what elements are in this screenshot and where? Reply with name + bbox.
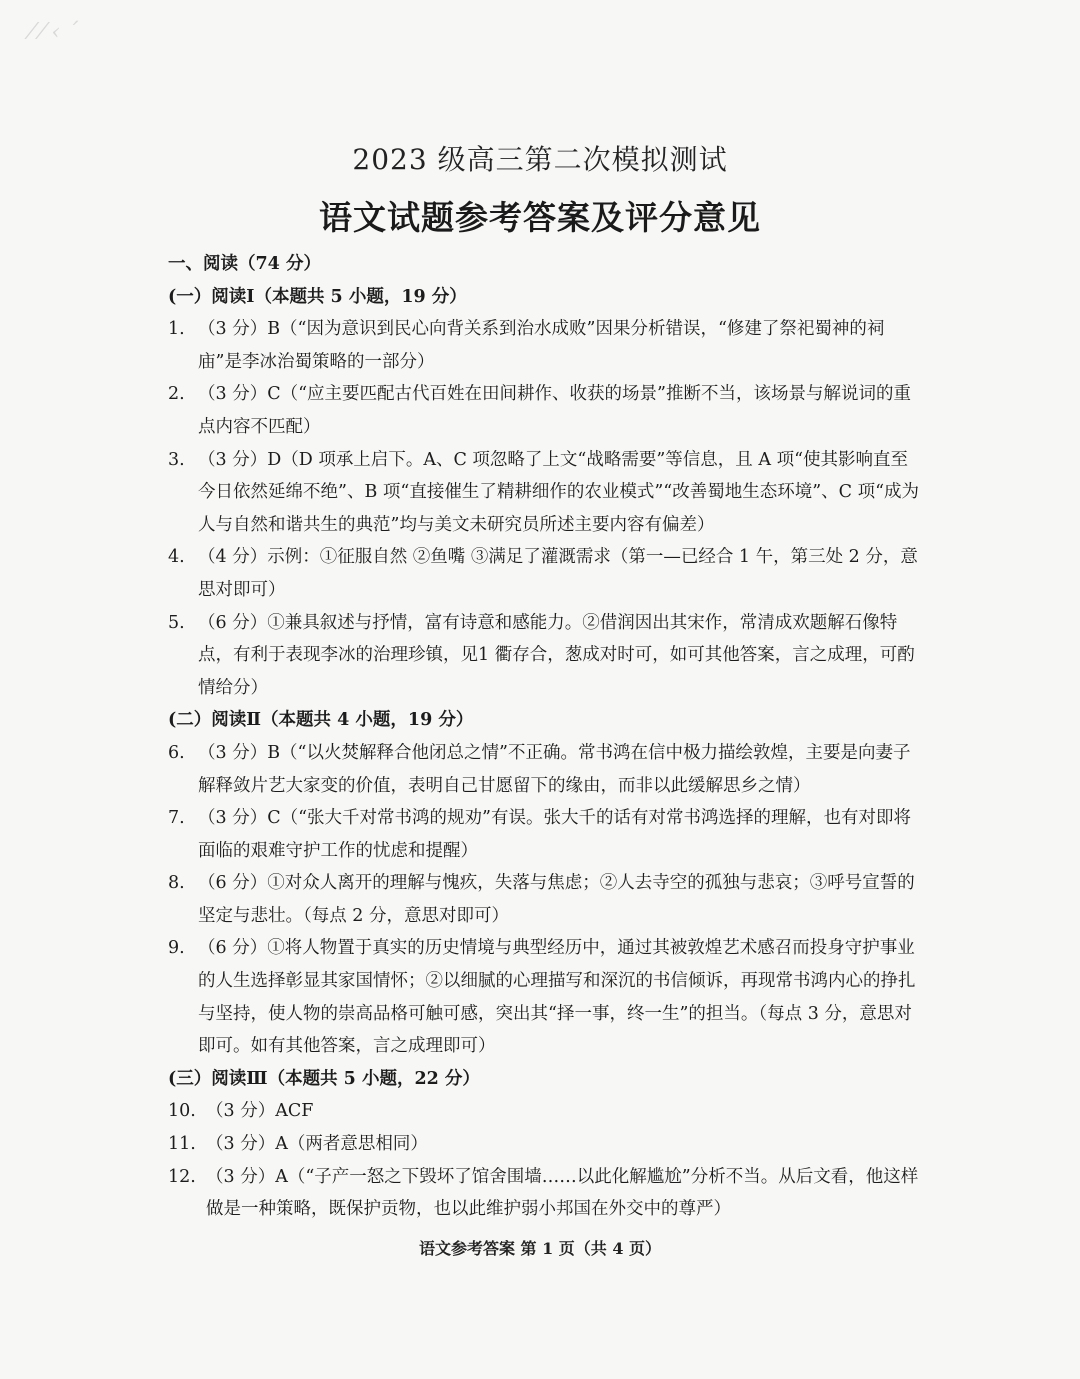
- item-number: 6.: [168, 742, 185, 763]
- item-text: （3 分）C（“应主要匹配古代百姓在田间耕作、收获的场景”推断不当，该场景与解说词的重点内容不匹配）: [198, 384, 911, 437]
- item-text: （3 分）B（“因为意识到民心向背关系到治水成败”因果分析错误，“修建了祭祀蜀神的祠庙”是李冰治蜀策略的一部分）: [198, 319, 885, 372]
- item-text: （3 分）ACF: [206, 1101, 314, 1122]
- item-number: 5.: [168, 612, 185, 633]
- section-heading-reading-1: (一）阅读Ⅰ（本题共 5 小题，19 分）: [168, 286, 467, 307]
- section-heading-reading: 一、阅读（74 分）: [168, 254, 321, 274]
- page-footer: 语文参考答案 第 1 页（共 4 页）: [418, 1239, 662, 1258]
- answer-item-6: [168, 737, 920, 802]
- item-number: 9.: [168, 938, 185, 959]
- section-heading-reading-2: (二）阅读Ⅱ（本题共 4 小题，19 分）: [168, 710, 474, 731]
- item-number: 2.: [168, 384, 185, 405]
- answer-item-1: [168, 313, 920, 378]
- item-number: 11.: [168, 1134, 196, 1155]
- item-text: （3 分）B（“以火焚解释合他闭总之情”不正确。常书鸿在信中极力描绘敦煌，主要是向妻子解释敛片艺大家变的价值，表明自己甘愿留下的缘由，而非以此缓解思乡之情）: [198, 742, 911, 796]
- answer-content: [168, 248, 920, 1226]
- answer-item-3: [168, 444, 920, 542]
- answer-item-2: [168, 378, 920, 443]
- item-text: （6 分）①对众人离开的理解与愧疚，失落与焦虑；②人去寺空的孤独与悲哀；③呼号宣誓的坚定与悲壮。（每点 2 分，意思对即可）: [198, 873, 915, 926]
- answer-item-12: [168, 1161, 920, 1226]
- item-text: （4 分）示例：①征服自然 ②鱼嘴 ③满足了灌溉需求（第一—已经合 1 午，第三处 2 分，意思对即可）: [198, 547, 918, 600]
- answer-item-4: [168, 541, 920, 606]
- item-text: （3 分）C（“张大千对常书鸿的规劝”有误。张大千的话有对常书鸿选择的理解，也有对即将面临的艰难守护工作的忧虑和提醒）: [198, 808, 911, 861]
- item-number: 10.: [168, 1101, 196, 1122]
- item-text: （3 分）D（D 项承上启下。A、C 项忽略了上文“战略需要”等信息，且 A 项“使其影响直至今日依然延绵不绝”、B 项“直接催生了精耕细作的农业模式”“改善蜀地生态环境”、C 项“成为人与自然和谐共生的典范”均与美文未研究员所述主要内容有偏差）: [198, 449, 920, 535]
- item-number: 4.: [168, 547, 185, 568]
- answer-item-10: [168, 1095, 920, 1128]
- item-text: （6 分）①兼具叙述与抒情，富有诗意和感能力。②借润因出其宋作，常清成欢题解石像特点，有利于表现李冰的治理珍镇，见1 衢存合，葱成对时可，如可其他答案，言之成理，可酌情给分）: [198, 612, 915, 698]
- item-number: 8.: [168, 873, 185, 894]
- answer-item-5: [168, 607, 920, 705]
- item-number: 1.: [168, 319, 185, 340]
- exam-title: 2023 级高三第二次模拟测试: [352, 143, 728, 176]
- section-heading-reading-3: (三）阅读Ⅲ（本题共 5 小题，22 分）: [168, 1068, 480, 1089]
- answer-item-11: [168, 1128, 920, 1161]
- answer-item-7: [168, 802, 920, 867]
- item-text: （3 分）A（“子产一怒之下毁坏了馆舍围墙……以此化解尴尬”分析不当。从后文看，他这样做是一种策略，既保护贡物，也以此维护弱小邦国在外交中的尊严）: [206, 1166, 919, 1220]
- answer-item-8: [168, 867, 920, 932]
- item-text: （6 分）①将人物置于真实的历史情境与典型经历中，通过其被敦煌艺术感召而投身守护事业的人生选择彰显其家国情怀；②以细腻的心理描写和深沉的书信倾诉，再现常书鸿内心的挣扎与坚持，使人物的崇高品格可触可感，突出其“择一事，终一生”的担当。（每点 3 分，意思对即可。如有其他答案，言之成理即可）: [198, 938, 916, 1057]
- item-number: 7.: [168, 808, 185, 829]
- item-text: （3 分）A（两者意思相同）: [206, 1134, 428, 1155]
- item-number: 3.: [168, 449, 185, 470]
- corner-scratch-marks: ⁄ ⁄ ‹ ´: [30, 20, 79, 45]
- answer-item-9: [168, 932, 920, 1062]
- document-subtitle: 语文试题参考答案及评分意见: [319, 198, 761, 237]
- item-number: 12.: [168, 1166, 196, 1187]
